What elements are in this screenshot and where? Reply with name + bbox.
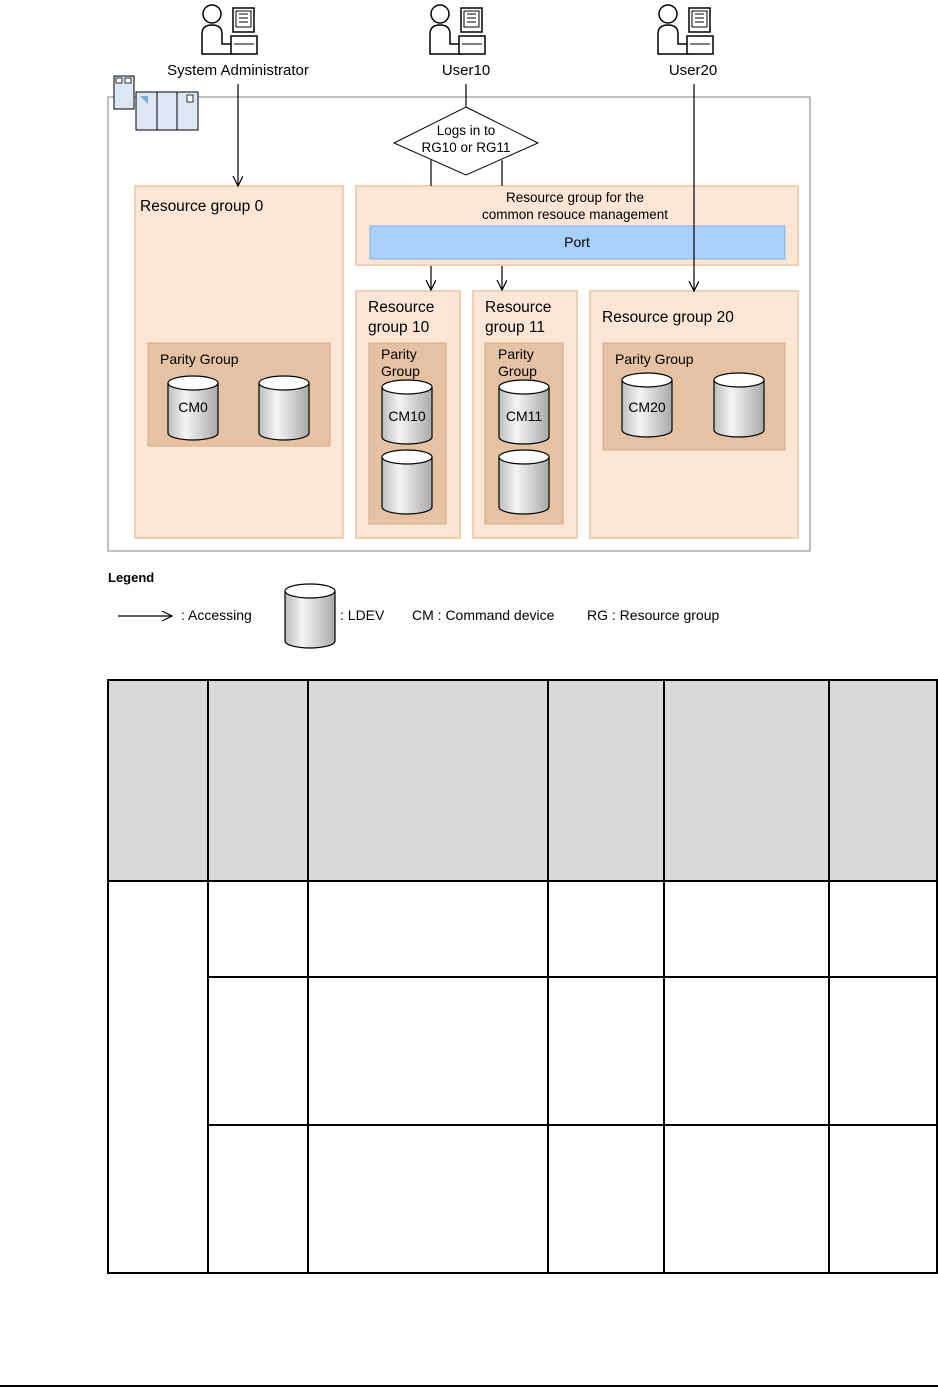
legend-ldev: : LDEV: [340, 607, 385, 623]
rg10-title-line1: Resource: [368, 299, 435, 316]
table-cell: [208, 977, 308, 1125]
table-cell: [548, 977, 664, 1125]
table-cell: [829, 881, 937, 977]
table-row: [108, 881, 937, 977]
rg10-cm-label: CM10: [388, 408, 426, 424]
table-row: [108, 1125, 937, 1273]
rg11-title-line1: Resource: [485, 299, 552, 316]
table-cell: [548, 881, 664, 977]
common-group-title-line1: Resource group for the: [505, 190, 645, 205]
resource-group-diagram: [0, 0, 938, 670]
table-cell: [664, 977, 829, 1125]
table-header-cell: [208, 680, 308, 881]
user10-icon: [430, 5, 485, 54]
user20-icon: [658, 5, 713, 54]
rg11-cm-label: CM11: [505, 408, 543, 424]
rg0-title: Resource group 0: [140, 198, 264, 215]
user20-label: User20: [668, 62, 718, 79]
rg11-ldev-icon: [499, 450, 549, 514]
table-header-cell: [664, 680, 829, 881]
rg20-title: Resource group 20: [602, 309, 734, 326]
settings-table: [107, 679, 938, 1274]
table-cell: [664, 881, 829, 977]
table-cell: [208, 1125, 308, 1273]
table-cell: [108, 881, 208, 1273]
admin-label: System Administrator: [167, 62, 309, 79]
table-header-cell: [829, 680, 937, 881]
legend-title: Legend: [108, 570, 155, 585]
table-row: [108, 977, 937, 1125]
rg11-title-line2: group 11: [485, 319, 546, 336]
rg0-cm-label: CM0: [178, 399, 208, 415]
legend-cm: CM : Command device: [412, 607, 555, 623]
table-cell: [829, 1125, 937, 1273]
rg11-parity-line2: Group: [498, 363, 537, 379]
rg20-parity-label: Parity Group: [615, 351, 694, 367]
rg20-ldev-icon: [714, 373, 764, 437]
table-cell: [308, 977, 548, 1125]
login-decision-line1: Logs in to: [436, 123, 496, 138]
rg0-parity-label: Parity Group: [160, 351, 239, 367]
rg11-parity-line1: Parity: [498, 346, 534, 362]
login-decision-line2: RG10 or RG11: [421, 140, 511, 155]
rg10-title-line2: group 10: [368, 319, 430, 336]
table-header-cell: [308, 680, 548, 881]
rg10-parity-line2: Group: [381, 363, 420, 379]
table-cell: [208, 881, 308, 977]
table-header-row: [108, 680, 937, 881]
port-label: Port: [564, 234, 590, 250]
table-cell: [829, 977, 937, 1125]
table-cell: [308, 1125, 548, 1273]
rg10-ldev-icon: [382, 450, 432, 514]
rg0-ldev-icon: [259, 376, 309, 440]
table-header-cell: [548, 680, 664, 881]
table-cell: [664, 1125, 829, 1273]
common-group-title-line2: common resouce management: [481, 207, 669, 222]
table-header-cell: [108, 680, 208, 881]
table-cell: [308, 881, 548, 977]
admin-user-icon: [202, 5, 257, 54]
rg10-parity-line1: Parity: [381, 346, 417, 362]
table-cell: [548, 1125, 664, 1273]
user10-label: User10: [441, 62, 491, 79]
legend-accessing: : Accessing: [181, 607, 252, 623]
legend-rg: RG : Resource group: [587, 607, 720, 623]
legend-ldev-icon: [285, 584, 335, 648]
rg20-cm-label: CM20: [628, 399, 666, 415]
